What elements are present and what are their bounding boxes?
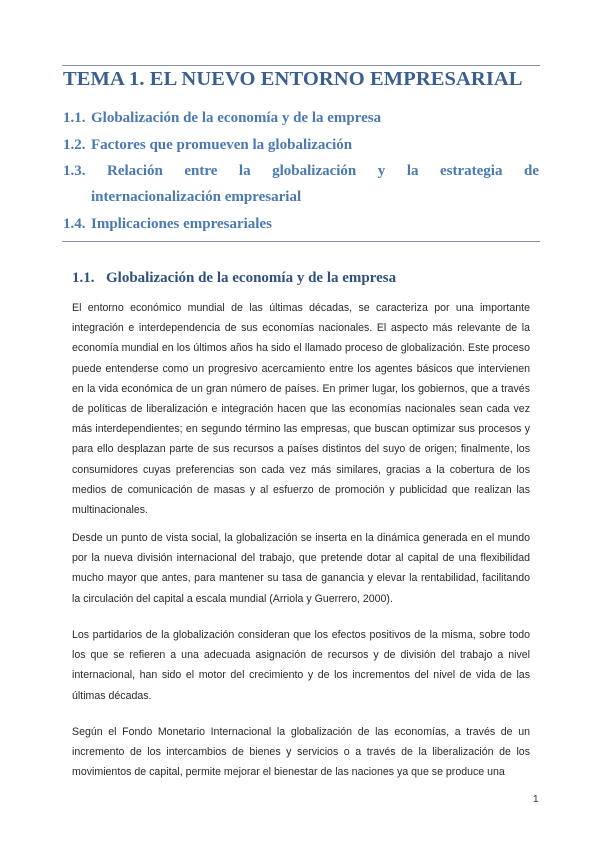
page-title: TEMA 1. EL NUEVO ENTORNO EMPRESARIAL — [63, 68, 523, 90]
section-heading — [72, 270, 540, 287]
section-title: Globalización de la economía y de la empresa — [106, 270, 397, 286]
toc-item-label: Factores que promueven la globalización — [91, 137, 353, 153]
toc-word: y — [377, 163, 386, 179]
toc-item — [63, 163, 539, 180]
toc-word: la — [406, 163, 419, 179]
toc-item-label: Globalización de la economía y de la empresa — [91, 110, 382, 126]
body-paragraph: Los partidarios de la globalización consideran que los efectos positivos de la misma, sobre todo los que se refieren a una adecuada asignación de recursos y de división del trabajo a nivel internacional, han sido el motor del crecimiento y de los incrementos del nivel de vida de las últimas décadas. — [72, 629, 530, 702]
body-paragraph: El entorno económico mundial de las últimas décadas, se caracteriza por una importante integración e interdependencia de sus economías nacionales. El aspecto más relevante de la economía mundial en los últimos años ha sido el llamado proceso de globalización. Este proceso puede entenderse como un progresivo acercamiento entre los agentes básicos que intervienen en la vida económica de un gran número de países. En primer lugar, los gobiernos, que a través de políticas de liberalización e integración hacen que las economías nacionales sean cada vez más interdependientes; en segundo término las empresas, que buscan optimizar sus procesos y para ello desplazan parte de sus recursos a países distintos del suyo de origen; finalmente, los consumidores cuyas preferencias son cada vez más similares, gracias a la cobertura de los medios de comunicación de masas y al esfuerzo de promoción y publicidad que realizan las multinacionales. — [72, 302, 530, 517]
toc-word: globalización — [272, 163, 357, 179]
section-number: 1.1. — [72, 270, 95, 286]
toc-item-number: 1.4. — [63, 216, 86, 232]
body-paragraph: Desde un punto de vista social, la globalización se inserta en la dinámica generada en el mundo por la nueva división internacional del trabajo, que pretende dotar al capital de una flexibilidad mucho mayor que antes, para mantener su tasa de ganancia y elevar la rentabilidad, facilitando la circulación del capital a escala mundial (Arriola y Guerrero, 2000). — [72, 532, 530, 605]
toc-word: la — [238, 163, 251, 179]
top-divider — [62, 65, 540, 66]
toc-item-number: 1.3. — [63, 163, 86, 179]
toc-item — [63, 137, 539, 154]
toc-word: de — [523, 163, 539, 179]
body-paragraph: Según el Fondo Monetario Internacional la globalización de las economías, a través de un incremento de los intercambios de bienes y servicios o a través de la liberalización de los movimientos de capital, permite mejorar el bienestar de las naciones ya que se produce una — [72, 726, 530, 779]
toc-word: estrategia — [440, 163, 503, 179]
toc-item-number: 1.2. — [63, 137, 86, 153]
toc-item — [63, 110, 539, 127]
page-number: 1 — [533, 794, 539, 805]
toc-word: entre — [184, 163, 218, 179]
toc-word: Relación — [107, 163, 163, 179]
toc-item-continuation: internacionalización empresarial — [91, 189, 302, 205]
toc-item — [63, 216, 539, 233]
toc-item-number: 1.1. — [63, 110, 86, 126]
toc-item-label: Implicaciones empresariales — [91, 216, 272, 232]
bottom-divider — [62, 241, 540, 242]
